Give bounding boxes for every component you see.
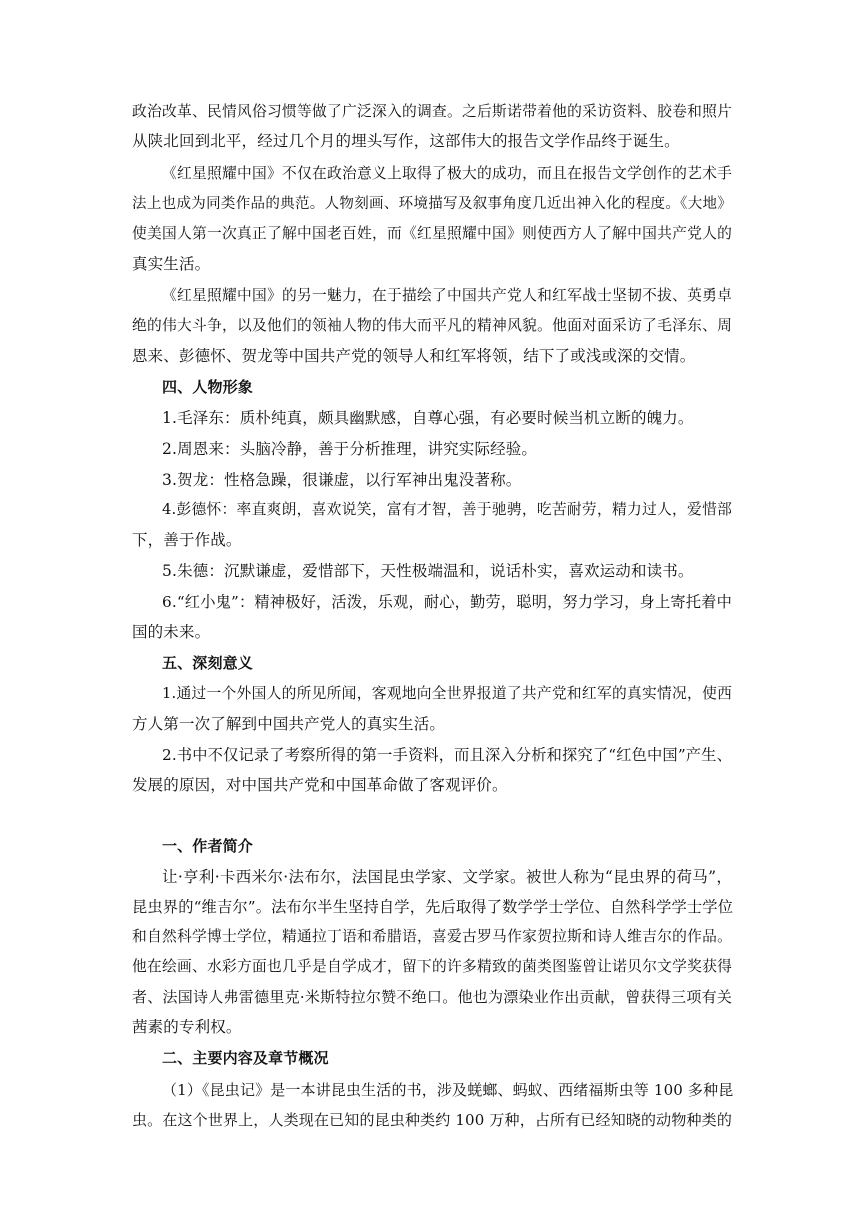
- paragraph-line: 《红星照耀中国》不仅在政治意义上取得了极大的成功，而且在报告文学创作的艺术手: [162, 165, 732, 182]
- paragraph-line: 政治改革、民情风俗习惯等做了广泛深入的调查。之后斯诺带着他的采访资料、胶卷和照片: [132, 103, 732, 120]
- list-item: 6.“红小鬼”：精神极好，活泼，乐观，耐心，勤劳，聪明，努力学习，身上寄托着中: [162, 593, 732, 611]
- paragraph-line: 法上也成为同类作品的典范。人物刻画、环境描写及叙事角度几近出神入化的程度。《大地》: [132, 196, 732, 212]
- list-item: 2.书中不仅记录了考察所得的第一手资料，而且深入分析和探究了“红色中国”产生、: [162, 746, 732, 764]
- list-item: 3.贺龙：性格急躁，很谦虚，以行军神出鬼没著称。: [162, 471, 522, 489]
- paragraph-line: 真实生活。: [132, 255, 211, 273]
- section-heading: 四、人物形象: [162, 378, 253, 396]
- list-item-cont: 国的未来。: [132, 623, 211, 641]
- paragraph-line: 者、法国诗人弗雷德里克·米斯特拉尔赞不绝口。他也为漂染业作出贡献，曾获得三项有关: [132, 988, 732, 1006]
- paragraph-line: 绝的伟大斗争，以及他们的领袖人物的伟大而平凡的精神风貌。他面对面采访了毛泽东、周: [132, 317, 732, 334]
- paragraph-line: 从陕北回到北平，经过几个月的埋头写作，这部伟大的报告文学作品终于诞生。: [132, 132, 680, 150]
- paragraph-line: 他在绘画、水彩方面也几乎是自学成才，留下的许多精致的菌类图鉴曾让诺贝尔文学奖获得: [132, 958, 732, 975]
- paragraph-line: 虫。在这个世界上，人类现在已知的昆虫种类约 100 万种，占所有已经知晓的动物种类的: [132, 1111, 732, 1129]
- paragraph-line: 《红星照耀中国》的另一魅力，在于描绘了中国共产党人和红军战士坚韧不拔、英勇卓: [162, 287, 732, 304]
- paragraph-line: 昆虫界的“维吉尔”。法布尔半生坚持自学，先后取得了数学学士学位、自然科学学士学位: [132, 898, 734, 916]
- paragraph-line: 让·亨利·卡西米尔·法布尔，法国昆虫学家、文学家。被世人称为“昆虫界的荷马”，: [162, 868, 732, 886]
- list-item: 5.朱德：沉默谦虚，爱惜部下，天性极端温和，说话朴实，喜欢运动和读书。: [162, 562, 694, 580]
- section-heading: 二、主要内容及章节概况: [162, 1049, 329, 1067]
- list-item-cont: 下，善于作战。: [132, 531, 242, 549]
- section-heading: 五、深刻意义: [162, 654, 253, 672]
- list-item: 2.周恩来：头脑冷静，善于分析推理，讲究实际经验。: [162, 440, 538, 458]
- list-item-cont: 发展的原因，对中国共产党和中国革命做了客观评价。: [132, 776, 508, 794]
- list-item-cont: 方人第一次了解到中国共产党人的真实生活。: [132, 715, 446, 733]
- list-item: 4.彭德怀：率直爽朗，喜欢说笑，富有才智，善于驰骋，吃苦耐劳，精力过人，爱惜部: [162, 501, 732, 518]
- list-item: 1.毛泽东：质朴纯真，颇具幽默感，自尊心强，有必要时候当机立断的魄力。: [162, 409, 694, 427]
- paragraph-line: （1）《昆虫记》是一本讲昆虫生活的书，涉及蜣螂、蚂蚁、西绪福斯虫等 100 多种昆: [162, 1081, 734, 1099]
- paragraph-line: 恩来、彭德怀、贺龙等中国共产党的领导人和红军将领，结下了或浅或深的交情。: [132, 347, 696, 365]
- list-item: 1.通过一个外国人的所见所闻，客观地向全世界报道了共产党和红军的真实情况，使西: [162, 685, 732, 702]
- paragraph-line: 茜素的专利权。: [132, 1018, 242, 1036]
- section-heading: 一、作者简介: [162, 837, 253, 855]
- paragraph-line: 和自然科学博士学位，精通拉丁语和希腊语，喜爱古罗马作家贺拉斯和诗人维吉尔的作品。: [132, 928, 732, 945]
- paragraph-line: 使美国人第一次真正了解中国老百姓，而《红星照耀中国》则使西方人了解中国共产党人的: [132, 225, 732, 242]
